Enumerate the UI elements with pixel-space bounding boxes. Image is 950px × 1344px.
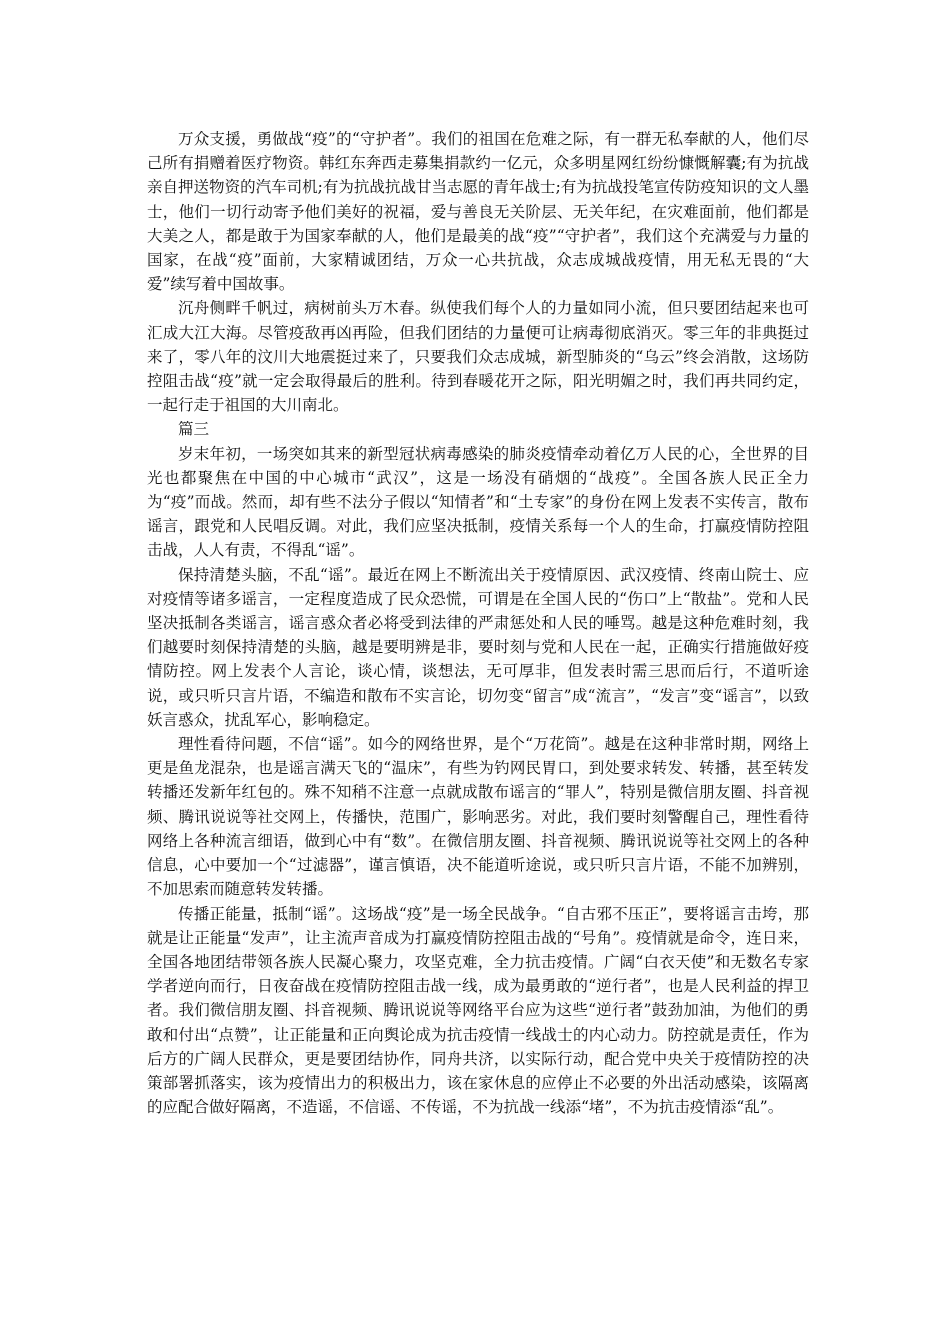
paragraph: 沉舟侧畔千帆过，病树前头万木春。纵使我们每个人的力量如同小流，但只要团结起来也可汇成大江大海。尽管疫敌再凶再险，但我们团结的力量便可让病毒彻底消灭。零三年的非典挺过来了，零八年的汶川大地震挺过来了，只要我们众志成城，新型肺炎的“乌云”终会消散，这场防控阻击战“疫”就一定会取得最后的胜利。待到春暖花开之际，阳光明媚之时，我们再共同约定，一起行走于祖国的大川南北。 <box>147 299 809 415</box>
paragraph: 岁末年初，一场突如其来的新型冠状病毒感染的肺炎疫情牵动着亿万人民的心，全世界的目光也都聚焦在中国的中心城市“武汉”，这是一场没有硝烟的“战疫”。全国各族人民正全力为“疫”而战。然而，却有些不法分子假以“知情者”和“土专家”的身份在网上发表不实传言，散布谣言，跟党和人民唱反调。对此，我们应坚决抵制，疫情关系每一个人的生命，打赢疫情防控阻击战，人人有责，不得乱“谣”。 <box>147 444 809 560</box>
section-heading: 篇三 <box>178 420 210 439</box>
paragraph: 保持清楚头脑，不乱“谣”。最近在网上不断流出关于疫情原因、武汉疫情、终南山院士、应对疫情等诸多谣言，一定程度造成了民众恐慌，可谓是在全国人民的“伤口”上“散盐”。党和人民坚决抵制各类谣言，谣言惑众者必将受到法律的严肃惩处和人民的唾骂。越是这种危难时刻，我们越要时刻保持清楚的头脑，越是要明辨是非，要时刻与党和人民在一起，正确实行措施做好疫情防控。网上发表个人言论，谈心情，谈想法，无可厚非，但发表时需三思而后行，不道听途说，或只听只言片语，不编造和散布不实言论，切勿变“留言”成“流言”，“发言”变“谣言”，以致妖言惑众，扰乱军心，影响稳定。 <box>147 565 809 729</box>
document-body <box>147 127 809 1119</box>
paragraph: 传播正能量，抵制“谣”。这场战“疫”是一场全民战争。“自古邪不压正”，要将谣言击垮，那就是让正能量“发声”，让主流声音成为打赢疫情防控阻击战的“号角”。疫情就是命令，连日来，全国各地团结带领各族人民凝心聚力，攻坚克难，全力抗击疫情。广阔“白衣天使”和无数名专家学者逆向而行，日夜奋战在疫情防控阻击战一线，成为最勇敢的“逆行者”，也是人民利益的捍卫者。我们微信朋友圈、抖音视频、腾讯说说等网络平台应为这些“逆行者”鼓劲加油，为他们的勇敢和付出“点赞”，让正能量和正向舆论成为抗击疫情一线战士的内心动力。防控就是责任，作为后方的广阔人民群众，更是要团结协作，同舟共济，以实际行动，配合党中央关于疫情防控的决策部署抓落实，该为疫情出力的积极出力，该在家休息的应停止不必要的外出活动感染，该隔离的应配合做好隔离，不造谣，不信谣、不传谣，不为抗战一线添“堵”，不为抗击疫情添“乱”。 <box>147 904 809 1117</box>
paragraph: 万众支援，勇做战“疫”的“守护者”。我们的祖国在危难之际，有一群无私奉献的人，他们尽己所有捐赠着医疗物资。韩红东奔西走募集捐款约一亿元，众多明星网红纷纷慷慨解囊;有为抗战亲自押送物资的汽车司机;有为抗战抗战甘当志愿的青年战士;有为抗战投笔宣传防疫知识的文人墨士，他们一切行动寄予他们美好的祝福，爱与善良无关阶层、无关年纪，在灾难面前，他们都是大美之人，都是敢于为国家奉献的人，他们是最美的战“疫”“守护者”，我们这个充满爱与力量的国家，在战“疫”面前，大家精诚团结，万众一心共抗战，众志成城战疫情，用无私无畏的“大爱”续写着中国故事。 <box>147 130 809 294</box>
paragraph: 理性看待问题，不信“谣”。如今的网络世界，是个“万花筒”。越是在这种非常时期，网络上更是鱼龙混杂，也是谣言满天飞的“温床”，有些为钓网民胃口，到处要求转发、转播，甚至转发转播还发新年红包的。殊不知稍不注意一点就成散布谣言的“罪人”，特别是微信朋友圈、抖音视频、腾讯说说等社交网上，传播快，范围广，影响恶劣。对此，我们要时刻警醒自己，理性看待网络上各种流言细语，做到心中有“数”。在微信朋友圈、抖音视频、腾讯说说等社交网上的各种信息，心中要加一个“过滤器”，谨言慎语，决不能道听途说，或只听只言片语，不能不加辨别，不加思索而随意转发转播。 <box>147 735 809 899</box>
